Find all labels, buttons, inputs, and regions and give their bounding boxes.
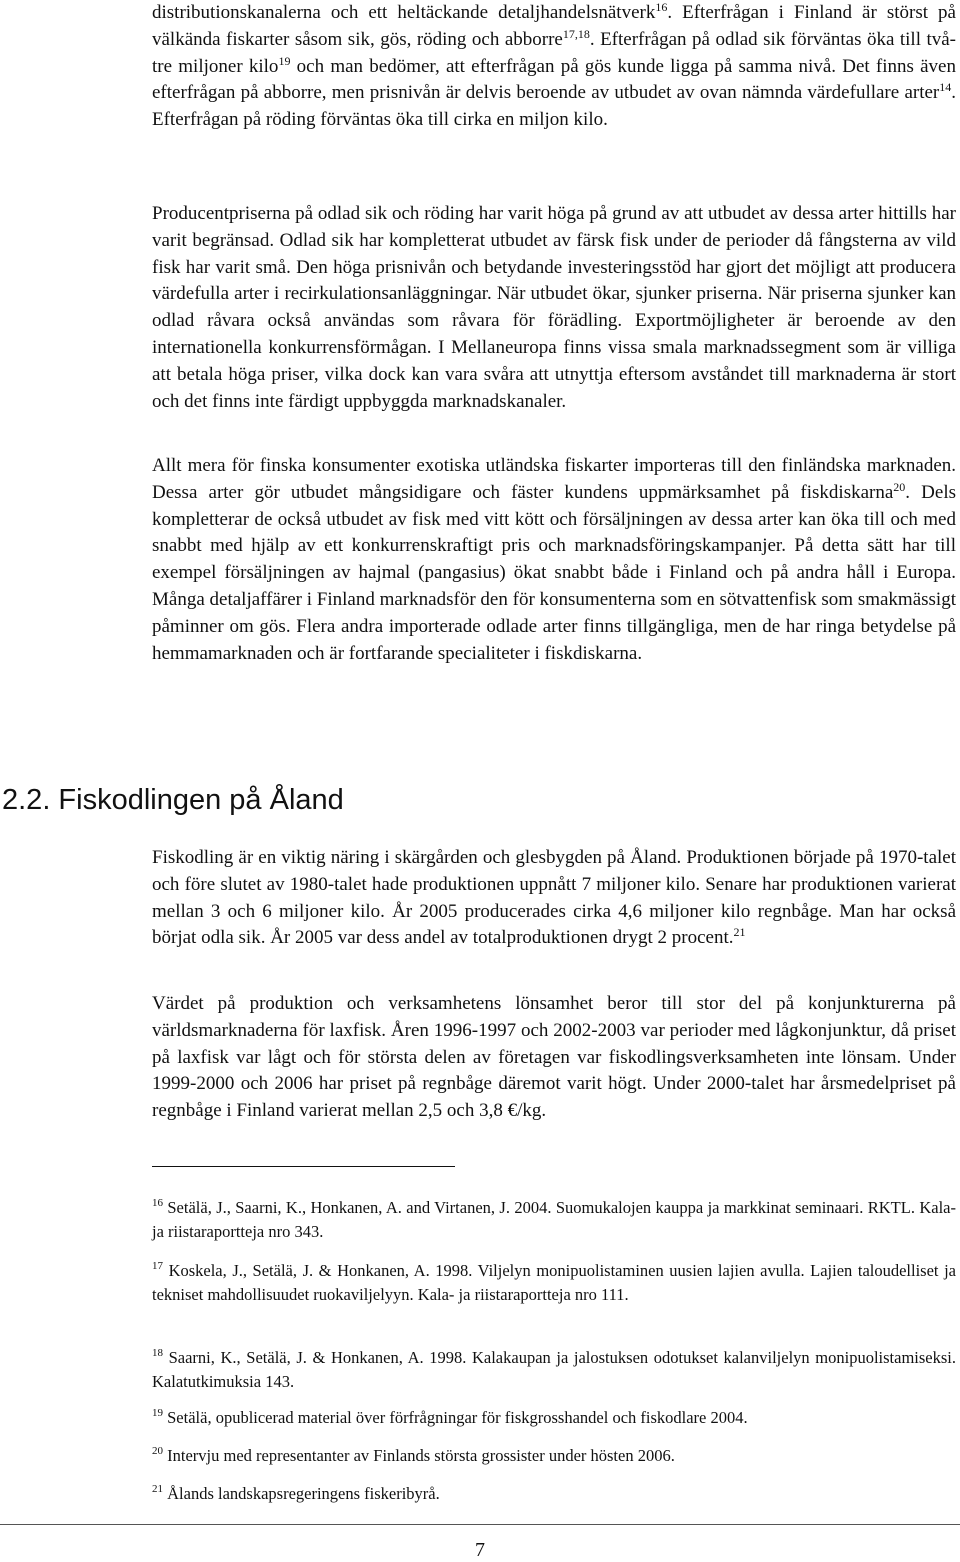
footnote-number: 18 [152, 1347, 163, 1359]
paragraph-text: . Efterfrågan på röding förväntas öka till cirka en miljon kilo. [152, 82, 956, 131]
paragraph-imports [152, 453, 956, 667]
footnote-16 [152, 1196, 956, 1243]
paragraph-text: Värdet på produktion och verksamhetens lönsamhet beror till stor del på konjunkturerna på världsmarknaderna för laxfisk. Åren 1996-1997 och 2002-2003 var perioder med lågkonjunktur, då priset på laxfisk var lågt och för största delen av företagen var fiskodlingsverksamheten inte lönsam. Under 1999-2000 och 2006 har priset på regnbåge däremot varit högt. Under 2000-talet har årsmedelpriset på regnbåge i Finland varierat mellan 2,5 och 3,8 €/kg. [152, 993, 956, 1122]
footnote-text: Setälä, opublicerad material över förfrågningar för fiskgrosshandel och fiskodlare 2004. [163, 1408, 748, 1427]
page-number: 7 [475, 1539, 485, 1561]
footnote-reference: 14 [939, 80, 952, 95]
footnote-text: Saarni, K., Setälä, J. & Honkanen, A. 1998. Kalakaupan ja jalostuksen odotukset kalanviljelyn monipuolistamiseksi. Kalatutkimuksia 143. [152, 1348, 956, 1391]
footnote-number: 20 [152, 1445, 163, 1457]
footnote-reference: 16 [655, 0, 668, 14]
footnote-number: 21 [152, 1483, 163, 1495]
paragraph-demand [152, 0, 956, 134]
paragraph-text: distributionskanalerna och ett heltäckande detaljhandelsnätverk [152, 2, 656, 23]
footnote-reference: 19 [278, 53, 291, 68]
paragraph-text: och man bedömer, att efterfrågan på gös kunde ligga på samma nivå. Det finns även efterfrågan på abborre, men prisnivån är delvis beroende av utbudet av ovan nämnda värdefullare arter [152, 55, 956, 104]
footnote-18 [152, 1346, 956, 1393]
footnote-reference: 17,18 [562, 26, 590, 41]
footnote-19 [152, 1406, 956, 1430]
footnote-17 [152, 1259, 956, 1306]
footnote-20 [152, 1444, 956, 1468]
footnote-text: Koskela, J., Setälä, J. & Honkanen, A. 1998. Viljelyn monipuolistaminen uusien lajien avulla. Lajien taloudelliset ja tekniset mahdollisuudet ruokaviljelyyn. Kala- ja riistaraportteja nro 111. [152, 1261, 956, 1304]
footnote-number: 17 [152, 1260, 163, 1272]
footnote-number: 19 [152, 1407, 163, 1419]
footnote-21 [152, 1482, 956, 1506]
paragraph-text: Fiskodling är en viktig näring i skärgården och glesbygden på Åland. Produktionen började på 1970-talet och före slutet av 1980-talet hade produktionen uppnått 7 miljoner kilo. Senare har produktionen varierat mellan 3 och 6 miljoner kilo. År 2005 producerades cirka 4,6 miljoner kilo regnbåge. Man har också börjat odla sik. År 2005 var dess andel av totalproduktionen drygt 2 procent. [152, 847, 956, 949]
paragraph-producer-prices [152, 201, 956, 415]
paragraph-text: Producentpriserna på odlad sik och röding har varit höga på grund av att utbudet av dessa arter hittills har varit begränsad. Odlad sik har kompletterat utbudet av färsk fisk under de perioder då fångsterna av vild fisk har varit små. Den höga prisnivån och betydande investeringsstöd har gjort det möjligt att producera värdefulla arter i recirkulationsanläggningar. När utbudet ökar, sjunker priserna. När priserna sjunker kan odlad råvara också användas som råvara för förädling. Exportmöjligheter är beroende av den internationella konkurrensförmågan. I Mellaneuropa finns vissa smala marknadssegment som är villiga att betala höga priser, vilka dock kan vara svåra att utnyttja eftersom avståndet till marknaderna är stort och det finns inte färdigt uppbyggda marknadskanaler. [152, 203, 956, 412]
footnote-text: Intervju med representanter av Finlands största grossister under hösten 2006. [163, 1446, 675, 1465]
section-heading: 2.2. Fiskodlingen på Åland [2, 784, 344, 816]
footnote-reference: 20 [893, 479, 906, 494]
paragraph-profitability [152, 991, 956, 1125]
paragraph-text: Allt mera för finska konsumenter exotiska utländska fiskarter importeras till den finländska marknaden. Dessa arter gör utbudet mångsidigare och fäster kundens uppmärksamhet på fiskdiskarna [152, 455, 956, 503]
footnote-separator [152, 1166, 455, 1167]
paragraph-aland-production [152, 845, 956, 952]
footnote-number: 16 [152, 1197, 163, 1209]
footnote-text: Setälä, J., Saarni, K., Honkanen, A. and Virtanen, J. 2004. Suomukalojen kauppa ja markkinat seminaari. RKTL. Kala- ja riistaraportteja nro 343. [152, 1198, 956, 1241]
paragraph-text: . Efterfrågan på odlad sik förväntas öka till två-tre miljoner kilo [152, 28, 956, 77]
footnote-reference: 21 [733, 925, 746, 940]
paragraph-text: . Dels kompletterar de också utbudet av fisk med vitt kött och försäljningen av dessa arter kan öka till och med snabbt med hjälp av ett konkurrenskraftigt pris och marknadsföringskampanjer. På detta sätt har till exempel försäljningen av hajmal (pangasius) ökat snabbt både i Finland och på andra håll i Europa. Många detaljaffärer i Finland marknadsför den för konsumenterna som en sötvattenfisk som smakmässigt påminner om gös. Flera andra importerade odlade arter finns tillgängliga, men de har ringa betydelse på hemmamarknaden och är fortfarande specialiteter i fiskdiskarna. [152, 481, 956, 664]
page-divider [0, 1524, 960, 1525]
footnote-text: Ålands landskapsregeringens fiskeribyrå. [163, 1484, 440, 1503]
paragraph-text: . Efterfrågan i Finland är störst på välkända fiskarter såsom sik, gös, röding och abborre [152, 2, 956, 50]
